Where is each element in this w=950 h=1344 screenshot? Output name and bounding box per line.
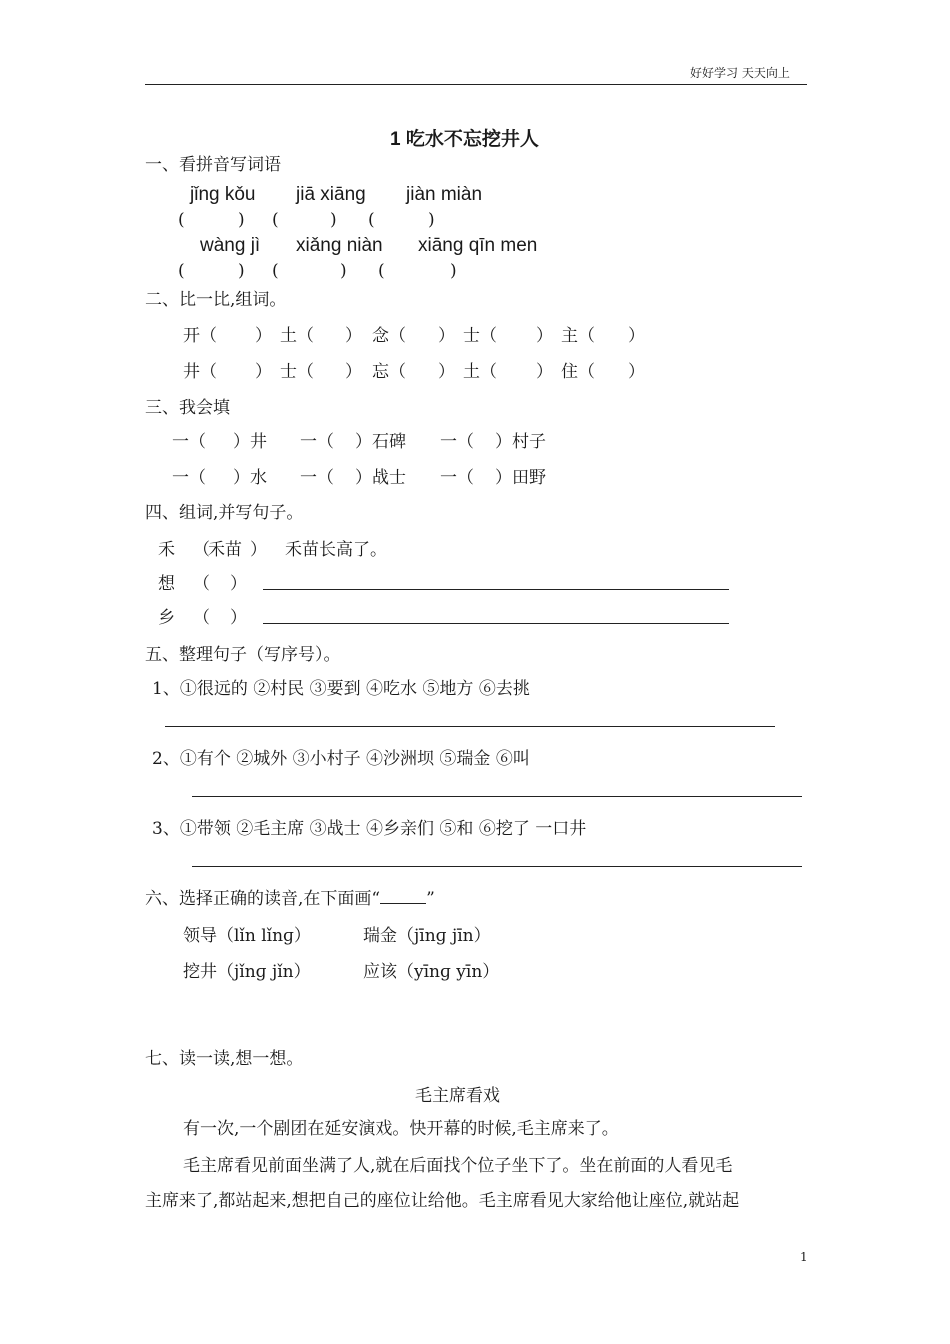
compare-item: 主（ bbox=[561, 326, 595, 346]
measure-noun: ）战士 bbox=[355, 468, 406, 488]
pronunciation-choice[interactable]: 领导（lǐn lǐnɡ） bbox=[183, 926, 311, 946]
blank-open: ( bbox=[178, 210, 185, 230]
section-5-heading: 五、整理句子（写序号）。 bbox=[145, 645, 341, 665]
compare-item: 开（ bbox=[183, 326, 217, 346]
compare-close: ） bbox=[255, 326, 272, 346]
sentence-line[interactable] bbox=[263, 623, 729, 624]
measure-open: 一（ bbox=[172, 432, 206, 452]
sentence-line[interactable] bbox=[263, 589, 729, 590]
compare-close: ） bbox=[438, 362, 455, 382]
pronunciation-choice[interactable]: 应该（yīnɡ yīn） bbox=[363, 962, 500, 982]
story-title: 毛主席看戏 bbox=[415, 1086, 500, 1106]
story-paragraph-2-line-1: 毛主席看见前面坐满了人,就在后面找个位子坐下了。坐在前面的人看见毛 bbox=[183, 1156, 733, 1176]
underline-sample bbox=[380, 889, 426, 904]
section-2-heading: 二、比一比,组词。 bbox=[145, 290, 287, 310]
word-open: （ bbox=[193, 574, 210, 594]
page-title: 1 吃水不忘挖井人 bbox=[390, 129, 539, 150]
section-3-heading: 三、我会填 bbox=[145, 398, 230, 418]
pinyin-wang-ji: wàng jì bbox=[200, 235, 261, 256]
reorder-item-2: 2、①有个 ②城外 ③小村子 ④沙洲坝 ⑤瑞金 ⑥叫 bbox=[152, 749, 530, 769]
blank-close: ) bbox=[340, 261, 347, 281]
measure-noun: ）田野 bbox=[495, 468, 546, 488]
compare-item: 忘（ bbox=[372, 362, 406, 382]
section-6-heading bbox=[145, 884, 435, 909]
word-close: ） bbox=[230, 608, 247, 628]
pronunciation-choice[interactable]: 瑞金（jīnɡ jīn） bbox=[363, 926, 491, 946]
header-rule bbox=[145, 84, 807, 85]
compare-item: 住（ bbox=[561, 362, 595, 382]
compare-close: ） bbox=[536, 362, 553, 382]
blank-open: ( bbox=[378, 261, 385, 281]
measure-open: 一（ bbox=[172, 468, 206, 488]
pinyin-xiang-qin-men: xiānɡ qīn men bbox=[418, 235, 538, 256]
section-7-heading: 七、读一读,想一想。 bbox=[145, 1049, 304, 1069]
measure-open: 一（ bbox=[300, 468, 334, 488]
blank-open: ( bbox=[272, 210, 279, 230]
compare-close: ） bbox=[628, 362, 645, 382]
pinyin-jian-mian: jiàn miàn bbox=[406, 184, 483, 205]
word-char: 乡 bbox=[158, 608, 175, 628]
reorder-item-1: 1、①很远的 ②村民 ③要到 ④吃水 ⑤地方 ⑥去挑 bbox=[152, 679, 530, 699]
compare-close: ） bbox=[536, 326, 553, 346]
reorder-item-3: 3、①带领 ②毛主席 ③战士 ④乡亲们 ⑤和 ⑥挖了 一口井 bbox=[152, 819, 587, 839]
section-6-heading-prefix: 六、选择正确的读音,在下面画“ bbox=[145, 889, 381, 909]
compare-item: 土（ bbox=[280, 326, 314, 346]
blank-open: ( bbox=[368, 210, 375, 230]
pronunciation-choice[interactable]: 挖井（jǐnɡ jǐn） bbox=[183, 962, 311, 982]
blank-close: ) bbox=[428, 210, 435, 230]
measure-noun: ）村子 bbox=[495, 432, 546, 452]
word-open: （ bbox=[193, 608, 210, 628]
blank-close: ) bbox=[450, 261, 457, 281]
compare-close: ） bbox=[255, 362, 272, 382]
blank-close: ) bbox=[238, 261, 245, 281]
compare-close: ） bbox=[438, 326, 455, 346]
word-close: ） bbox=[230, 574, 247, 594]
section-4-heading: 四、组词,并写句子。 bbox=[145, 503, 304, 523]
compare-close: ） bbox=[345, 326, 362, 346]
compare-item: 井（ bbox=[183, 362, 217, 382]
pinyin-xiang-nian: xiǎng niàn bbox=[296, 235, 383, 256]
compare-close: ） bbox=[628, 326, 645, 346]
blank-open: ( bbox=[178, 261, 185, 281]
measure-noun: ）水 bbox=[233, 468, 267, 488]
word-answer: 禾苗 bbox=[208, 540, 242, 560]
story-paragraph-1: 有一次,一个剧团在延安演戏。快开幕的时候,毛主席来了。 bbox=[183, 1119, 619, 1139]
compare-close: ） bbox=[345, 362, 362, 382]
word-char: 想 bbox=[158, 574, 175, 594]
page-number: 1 bbox=[800, 1250, 808, 1264]
measure-noun: ）石碑 bbox=[355, 432, 406, 452]
section-1-heading: 一、看拼音写词语 bbox=[145, 155, 281, 175]
measure-open: 一（ bbox=[440, 468, 474, 488]
pinyin-jia-xiang: jiā xiāng bbox=[296, 184, 366, 205]
blank-close: ) bbox=[330, 210, 337, 230]
answer-line[interactable] bbox=[165, 726, 775, 727]
measure-open: 一（ bbox=[300, 432, 334, 452]
compare-item: 土（ bbox=[463, 362, 497, 382]
word-char: 禾 bbox=[158, 540, 175, 560]
section-6-heading-suffix: ” bbox=[426, 889, 435, 909]
compare-item: 念（ bbox=[372, 326, 406, 346]
word-open: （ bbox=[193, 540, 210, 560]
story-paragraph-2-line-2: 主席来了,都站起来,想把自己的座位让给他。毛主席看见大家给他让座位,就站起 bbox=[145, 1191, 740, 1211]
answer-line[interactable] bbox=[192, 796, 802, 797]
sentence-answer: 禾苗长高了。 bbox=[285, 540, 387, 560]
compare-item: 士（ bbox=[280, 362, 314, 382]
measure-noun: ）井 bbox=[233, 432, 267, 452]
blank-open: ( bbox=[272, 261, 279, 281]
header-text: 好好学习 天天向上 bbox=[690, 66, 790, 80]
answer-line[interactable] bbox=[192, 866, 802, 867]
compare-item: 士（ bbox=[463, 326, 497, 346]
blank-close: ) bbox=[238, 210, 245, 230]
pinyin-jing-kou: jǐng kǒu bbox=[190, 184, 256, 205]
word-close: ） bbox=[250, 540, 267, 560]
measure-open: 一（ bbox=[440, 432, 474, 452]
